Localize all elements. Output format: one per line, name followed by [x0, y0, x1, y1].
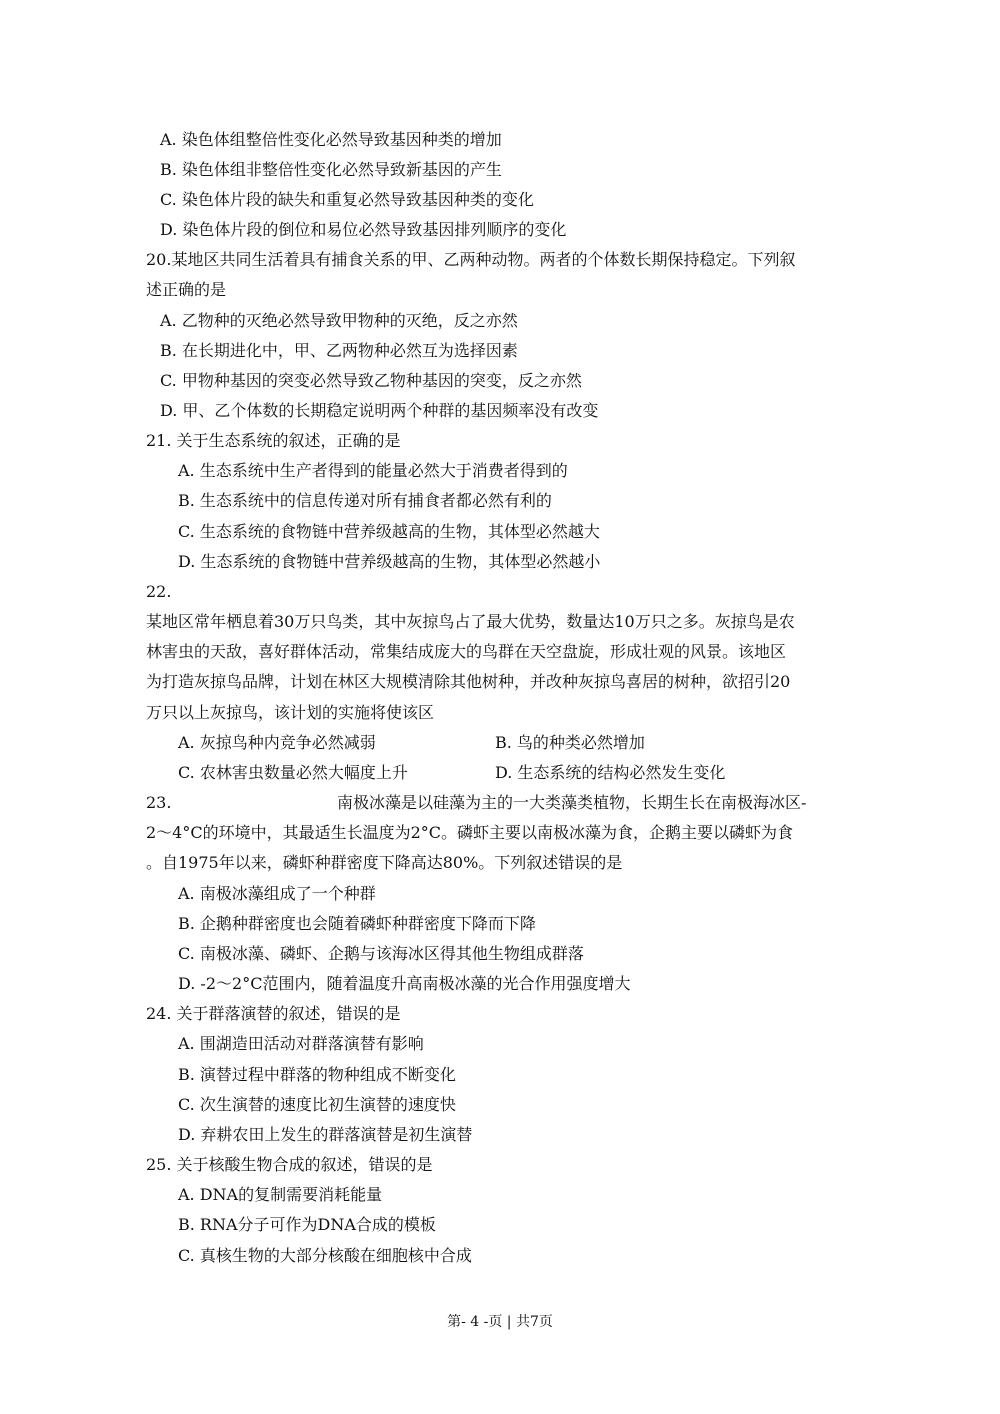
q19-option-a: A. 染色体组整倍性变化必然导致基因种类的增加 [160, 130, 502, 149]
q22-stem-line2: 林害虫的天敌，喜好群体活动，常集结成庞大的鸟群在天空盘旋，形成壮观的风景。该地区 [146, 642, 787, 661]
q19-option-b: B. 染色体组非整倍性变化必然导致新基因的产生 [160, 160, 502, 179]
q21-option-c: C. 生态系统的食物链中营养级越高的生物，其体型必然越大 [178, 522, 600, 541]
q23-number: 23. [146, 793, 172, 812]
q20-option-c: C. 甲物种基因的突变必然导致乙物种基因的突变，反之亦然 [160, 371, 582, 390]
q20-option-a: A. 乙物种的灭绝必然导致甲物种的灭绝，反之亦然 [160, 311, 518, 330]
q24-option-d: D. 弃耕农田上发生的群落演替是初生演替 [178, 1125, 473, 1144]
q22-option-c: C. 农林害虫数量必然大幅度上升 [178, 763, 408, 782]
q22-stem-line3: 为打造灰掠鸟品牌，计划在林区大规模清除其他树种，并改种灰掠鸟喜居的树种，欲招引20 [146, 672, 791, 691]
q20-option-b: B. 在长期进化中，甲、乙两物种必然互为选择因素 [160, 341, 518, 360]
q23-option-c: C. 南极冰藻、磷虾、企鹅与该海冰区得其他生物组成群落 [178, 944, 584, 963]
q25-option-b: B. RNA分子可作为DNA合成的模板 [178, 1215, 436, 1234]
q25-stem: 25. 关于核酸生物合成的叙述，错误的是 [146, 1155, 433, 1174]
q23-option-a: A. 南极冰藻组成了一个种群 [178, 884, 376, 903]
q23-option-b: B. 企鹅种群密度也会随着磷虾种群密度下降而下降 [178, 914, 536, 933]
q24-option-c: C. 次生演替的速度比初生演替的速度快 [178, 1095, 456, 1114]
q22-option-b: B. 鸟的种类必然增加 [495, 733, 645, 752]
q22-stem-line4: 万只以上灰掠鸟，该计划的实施将使该区 [146, 703, 435, 722]
q21-option-b: B. 生态系统中的信息传递对所有捕食者都必然有利的 [178, 491, 552, 510]
q23-stem-line3: 。自1975年以来，磷虾种群密度下降高达80%。下列叙述错误的是 [146, 853, 623, 872]
q20-stem-line2: 述正确的是 [146, 280, 227, 299]
q25-option-c: C. 真核生物的大部分核酸在细胞核中合成 [178, 1246, 472, 1265]
q20-stem-line1: 20.某地区共同生活着具有捕食关系的甲、乙两种动物。两者的个体数长期保持稳定。下列叙 [146, 250, 796, 269]
q24-stem: 24. 关于群落演替的叙述，错误的是 [146, 1004, 401, 1023]
q21-option-d: D. 生态系统的食物链中营养级越高的生物，其体型必然越小 [178, 552, 601, 571]
q23-option-d: D. -2～2°C范围内，随着温度升高南极冰藻的光合作用强度增大 [178, 974, 631, 993]
q21-option-a: A. 生态系统中生产者得到的能量必然大于消费者得到的 [178, 461, 568, 480]
q24-option-a: A. 围湖造田活动对群落演替有影响 [178, 1034, 424, 1053]
q25-option-a: A. DNA的复制需要消耗能量 [178, 1185, 383, 1204]
q19-option-d: D. 染色体片段的倒位和易位必然导致基因排列顺序的变化 [160, 220, 567, 239]
q23-stem-line2: 2～4°C的环境中，其最适生长温度为2°C。磷虾主要以南极冰藻为食，企鹅主要以磷虾为食 [146, 823, 794, 842]
q19-option-c: C. 染色体片段的缺失和重复必然导致基因种类的变化 [160, 190, 534, 209]
q24-option-b: B. 演替过程中群落的物种组成不断变化 [178, 1065, 456, 1084]
q22-option-d: D. 生态系统的结构必然发生变化 [495, 763, 726, 782]
q23-stem-line1: 南极冰藻是以硅藻为主的一大类藻类植物，长期生长在南极海冰区- [337, 793, 807, 812]
page-footer: 第- 4 -页 | 共7页 [447, 1314, 553, 1330]
q21-stem: 21. 关于生态系统的叙述，正确的是 [146, 431, 401, 450]
q22-stem-line1: 某地区常年栖息着30万只鸟类，其中灰掠鸟占了最大优势，数量达10万只之多。灰掠鸟是农 [146, 612, 795, 631]
q22-option-a: A. 灰掠鸟种内竞争必然减弱 [178, 733, 376, 752]
q22-number: 22. [146, 582, 172, 601]
q20-option-d: D. 甲、乙个体数的长期稳定说明两个种群的基因频率没有改变 [160, 401, 599, 420]
